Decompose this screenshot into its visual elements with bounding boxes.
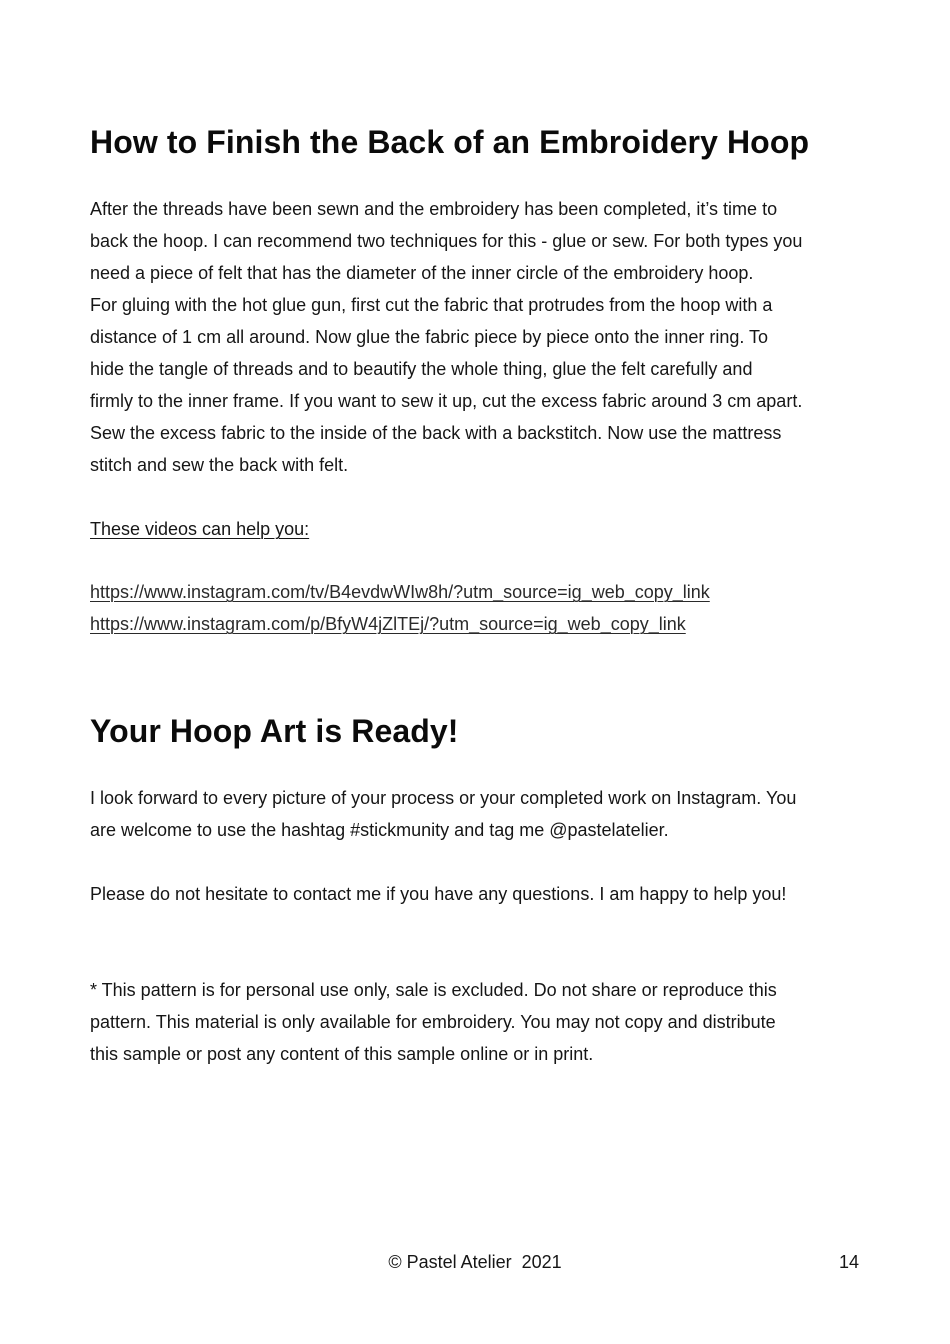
copyright-text: © Pastel Atelier 2021 <box>388 1252 562 1272</box>
instagram-video-link-1[interactable]: https://www.instagram.com/tv/B4evdwWIw8h/?utm_source=ig_web_copy_link <box>90 582 710 602</box>
paragraph-line: firmly to the inner frame. If you want to sew it up, cut the excess fabric around 3 cm apart. <box>90 391 803 411</box>
paragraph-line: After the threads have been sewn and the embroidery has been completed, it’s time to <box>90 199 778 219</box>
section-title-ready: Your Hoop Art is Ready! <box>90 713 459 749</box>
paragraph-line: * This pattern is for personal use only, sale is excluded. Do not share or reproduce this <box>90 980 777 1000</box>
video-links <box>90 576 866 640</box>
section-title-finish-back: How to Finish the Back of an Embroidery Hoop <box>90 124 810 160</box>
paragraph-line: back the hoop. I can recommend two techniques for this - glue or sew. For both types you <box>90 231 803 251</box>
paragraph-line: For gluing with the hot glue gun, first cut the fabric that protrudes from the hoop with a <box>90 295 773 315</box>
paragraph-line: distance of 1 cm all around. Now glue the fabric piece by piece onto the inner ring. To <box>90 327 769 347</box>
paragraph-line: pattern. This material is only available for embroidery. You may not copy and distribute <box>90 1012 776 1032</box>
paragraph-line: hide the tangle of threads and to beautify the whole thing, glue the felt carefully and <box>90 359 753 379</box>
paragraph-line: Please do not hesitate to contact me if you have any questions. I am happy to help you! <box>90 884 787 904</box>
paragraph-line: stitch and sew the back with felt. <box>90 455 349 475</box>
paragraph-line: I look forward to every picture of your process or your completed work on Instagram. You <box>90 788 797 808</box>
videos-heading <box>90 513 866 545</box>
page-number: 14 <box>838 1252 859 1272</box>
disclaimer-paragraph <box>90 974 866 1070</box>
page-footer <box>0 1246 950 1278</box>
instructions-paragraph <box>90 193 866 481</box>
paragraph-line: this sample or post any content of this sample online or in print. <box>90 1044 594 1064</box>
instagram-paragraph <box>90 782 866 846</box>
instagram-video-link-2[interactable]: https://www.instagram.com/p/BfyW4jZlTEj/?utm_source=ig_web_copy_link <box>90 614 686 634</box>
paragraph-line: need a piece of felt that has the diameter of the inner circle of the embroidery hoop. <box>90 263 754 283</box>
contact-paragraph <box>90 878 866 910</box>
videos-label: These videos can help you: <box>90 519 310 539</box>
paragraph-line: are welcome to use the hashtag #stickmunity and tag me @pastelatelier. <box>90 820 669 840</box>
paragraph-line: Sew the excess fabric to the inside of the back with a backstitch. Now use the mattress <box>90 423 782 443</box>
